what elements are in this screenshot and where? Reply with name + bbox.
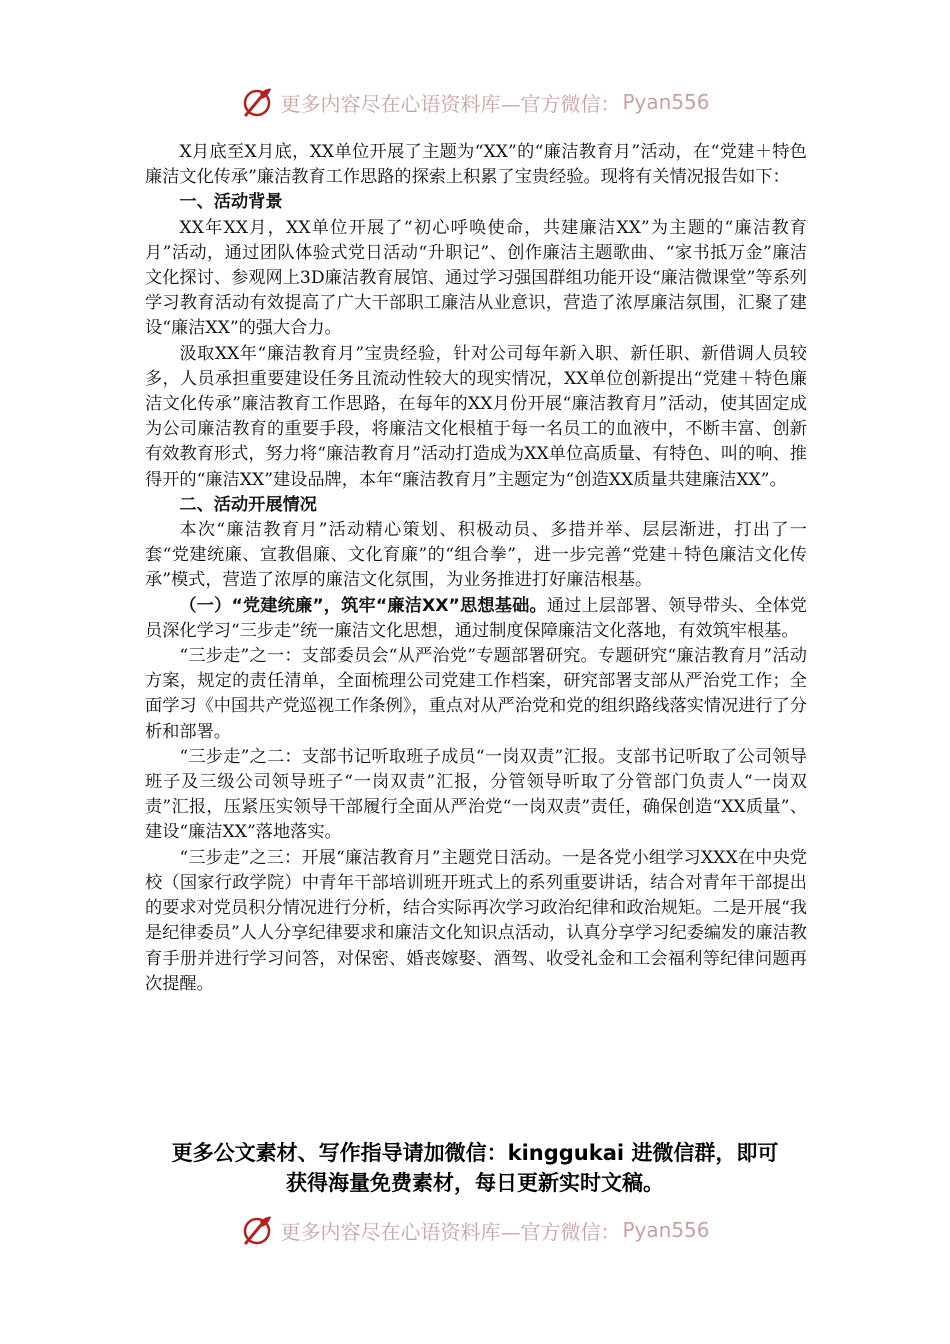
step-3-paragraph: “三步走”之三：开展“廉洁教育月”主题党日活动。一是各党小组学习XXX在中央党校（国家行政学院）中青年干部培训班开班式上的系列重要讲话，结合对青年干部提出的要求对党员积分情况进行分析，结合实际再次学习政治纪律和政治规矩。二是开展“我是纪律委员”人人分享纪律要求和廉洁文化知识点活动，认真分享学习纪委编发的廉洁教育手册并进行学习问答，对保密、婚丧嫁娶、酒驾、收受礼金和工会福利等纪律问题再次提醒。	[145, 847, 807, 994]
banner-handle: Pyan556	[622, 90, 710, 114]
step-2-paragraph: “三步走”之二：支部书记听取班子成员“一岗双责”汇报。支部书记听取了公司领导班子及三级公司领导班子“一岗双责”汇报，分管领导听取了分管部门负责人“一岗双责”汇报，压紧压实领导干部履行全面从严治党“一岗双责”责任，确保创造“XX质量”、建设“廉洁XX”落地落实。	[145, 746, 807, 843]
header-banner	[0, 82, 950, 122]
footer-banner	[0, 1210, 950, 1250]
banner-handle: Pyan556	[622, 1218, 710, 1242]
subsection-1-paragraph	[145, 594, 807, 644]
document-body	[145, 140, 807, 997]
subsection-1-lead: （一）“党建统廉”，筑牢“廉洁XX”思想基础。	[179, 595, 547, 616]
intro-paragraph: X月底至X月底，XX单位开展了主题为“XX”的“廉洁教育月”活动，在“党建＋特色廉洁文化传承”廉洁教育工作思路的探索上积累了宝贵经验。现将有关情况报告如下：	[145, 142, 807, 188]
section-heading-activities: 二、活动开展情况	[179, 494, 317, 515]
activities-paragraph: 本次“廉洁教育月”活动精心策划、积极动员、多措并举、层层渐进，打出了一套“党建统廉、宣教倡廉、文化育廉”的“组合拳”，进一步完善“党建＋特色廉洁文化传承”模式，营造了浓厚的廉洁文化氛围，为业务推进打好廉洁根基。	[145, 520, 807, 591]
section-heading-background: 一、活动背景	[179, 192, 283, 213]
subsection-1-text: 通过上层部署、领导带头、全体党员深化学习“三步走”统一廉洁文化思想，通过制度保障廉洁文化落地，有效筑牢根基。	[145, 595, 807, 641]
quill-logo-icon	[240, 1213, 274, 1247]
banner-text: 更多内容尽在心语资料库—官方微信：	[280, 1219, 621, 1244]
promo-line-1: 更多公文素材、写作指导请加微信：kinggukai 进微信群，即可	[171, 1141, 779, 1165]
background-paragraph-2: 汲取XX年“廉洁教育月”宝贵经验，针对公司每年新入职、新任职、新借调人员较多，人员承担重要建设任务且流动性较大的现实情况，XX单位创新提出“党建＋特色廉洁文化传承”廉洁教育工作思路，在每年的XX月份开展“廉洁教育月”活动，使其固定成为公司廉洁教育的重要手段，将廉洁文化根植于每一名员工的血液中，不断丰富、创新有效教育形式，努力将“廉洁教育月”活动打造成为XX单位高质量、有特色、叫的响、推得开的“廉洁XX”建设品牌，本年“廉洁教育月”主题定为“创造XX质量共建廉洁XX”。	[145, 343, 807, 490]
background-paragraph-1: XX年XX月，XX单位开展了“初心呼唤使命，共建廉洁XX”为主题的“廉洁教育月”活动，通过团队体验式党日活动“升职记”、创作廉洁主题歌曲、“家书抵万金”廉洁文化探讨、参观网上3D廉洁教育展馆、通过学习强国群组功能开设“廉洁微课堂”等系列学习教育活动有效提高了广大干部职工廉洁从业意识，营造了浓厚廉洁氛围，汇聚了建设“廉洁XX”的强大合力。	[145, 217, 807, 339]
promo-notice	[120, 1138, 830, 1198]
step-1-paragraph: “三步走”之一：支部委员会“从严治党”专题部署研究。专题研究“廉洁教育月”活动方案，规定的责任清单，全面梳理公司党建工作档案，研究部署支部从严治党工作；全面学习《中国共产党巡视工作条例》，重点对从严治党和党的组织路线落实情况进行了分析和部署。	[145, 646, 807, 742]
banner-text: 更多内容尽在心语资料库—官方微信：	[280, 91, 621, 116]
promo-line-2: 获得海量免费素材，每日更新实时文稿。	[286, 1171, 664, 1195]
quill-logo-icon	[240, 85, 274, 119]
